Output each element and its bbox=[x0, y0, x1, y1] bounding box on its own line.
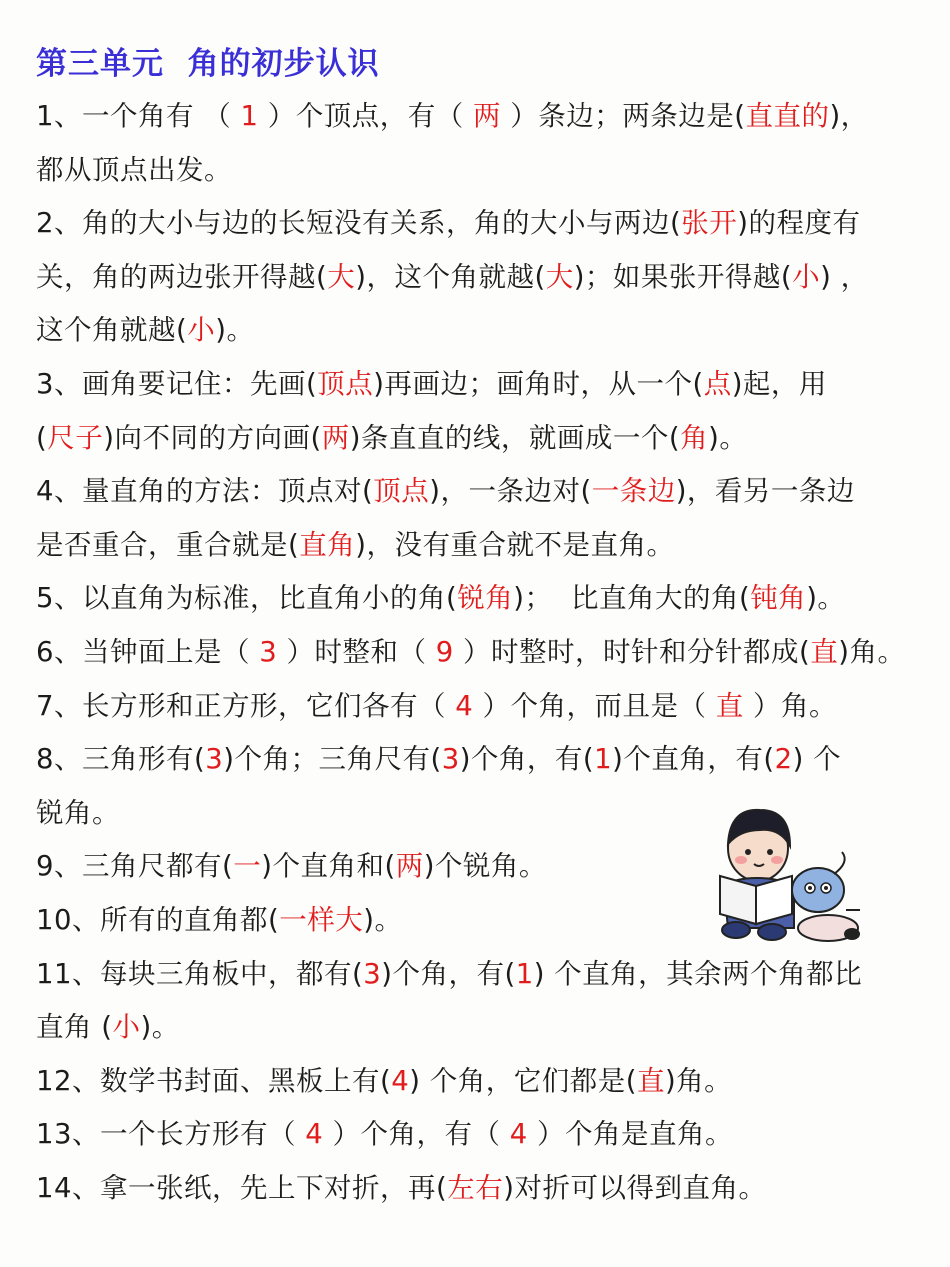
line-text: )。 bbox=[215, 314, 255, 347]
answer-text: 直 bbox=[810, 636, 839, 668]
answer-text: 两 bbox=[472, 100, 501, 132]
line-text: ) ， bbox=[820, 260, 869, 293]
line-text: 7、长方形和正方形，它们各有（ bbox=[36, 689, 456, 722]
text-line bbox=[36, 686, 837, 726]
line-text: ）时整和（ bbox=[277, 636, 436, 668]
text-line bbox=[36, 1168, 766, 1208]
text-line bbox=[36, 578, 845, 618]
line-text: 是否重合，重合就是( bbox=[36, 528, 300, 561]
answer-text: 4 bbox=[391, 1064, 410, 1097]
line-text: )个角；三角尺有( bbox=[223, 743, 442, 776]
text-line bbox=[36, 632, 905, 672]
line-text: )再画边；画角时，从一个( bbox=[373, 368, 704, 400]
line-text: 13、一个长方形有（ bbox=[36, 1118, 306, 1151]
text-line bbox=[36, 364, 827, 404]
line-text: )个锐角。 bbox=[423, 850, 547, 883]
line-text: ）个顶点，有（ bbox=[258, 100, 473, 132]
line-text: )； 比直角大的角( bbox=[513, 582, 751, 615]
line-text: 5、以直角为标准，比直角小的角( bbox=[36, 582, 458, 615]
answer-text: 直 bbox=[715, 689, 744, 722]
line-text: )向不同的方向画( bbox=[103, 421, 322, 454]
line-text: 8、三角形有( bbox=[36, 743, 206, 776]
answer-text: 大 bbox=[327, 260, 356, 293]
answer-text: 一样大 bbox=[279, 904, 364, 936]
line-text: )条直直的线，就画成一个( bbox=[349, 421, 681, 454]
line-text: )，这个角就越( bbox=[355, 260, 546, 293]
answer-text: 两 bbox=[321, 421, 350, 454]
answer-text: 小 bbox=[187, 314, 216, 347]
answer-text: 钝角 bbox=[750, 582, 807, 615]
line-text: ) 个直角，其余两个角都比 bbox=[533, 957, 863, 990]
text-line bbox=[36, 1061, 732, 1101]
child-reading-illustration bbox=[710, 800, 870, 950]
line-text: 直角 ( bbox=[36, 1011, 113, 1044]
text-line bbox=[36, 525, 674, 565]
line-text: ）角。 bbox=[743, 689, 837, 722]
line-text: )对折可以得到直角。 bbox=[503, 1172, 767, 1204]
line-text: 14、拿一张纸，先上下对折，再( bbox=[36, 1172, 448, 1204]
line-text: ）条边；两条边是( bbox=[500, 100, 746, 132]
line-text: 11、每块三角板中，都有( bbox=[36, 957, 364, 990]
text-line bbox=[36, 739, 841, 779]
answer-text: 4 bbox=[509, 1118, 528, 1151]
text-line bbox=[36, 203, 860, 243]
answer-text: 尺子 bbox=[47, 421, 104, 454]
answer-text: 直角 bbox=[299, 528, 356, 561]
line-text: )的程度有 bbox=[737, 207, 861, 240]
line-text: )角。 bbox=[664, 1064, 733, 1097]
line-text: )，一条边对( bbox=[429, 475, 592, 508]
line-text: 1、一个角有 （ bbox=[36, 100, 241, 132]
answer-text: 两 bbox=[395, 850, 424, 883]
answer-text: 一条边 bbox=[591, 475, 676, 508]
line-text: ) 个 bbox=[792, 743, 842, 776]
line-text: )个直角，有( bbox=[612, 743, 775, 776]
text-line bbox=[36, 1007, 180, 1047]
line-text: )， bbox=[829, 100, 869, 132]
answer-text: 顶点 bbox=[373, 475, 430, 508]
line-text: )起，用 bbox=[731, 368, 827, 400]
answer-text: 直直的 bbox=[745, 100, 830, 132]
answer-text: 一 bbox=[233, 850, 262, 883]
line-text: )，看另一条边 bbox=[675, 475, 855, 508]
text-line bbox=[36, 846, 547, 886]
line-text: 4、量直角的方法：顶点对( bbox=[36, 475, 374, 508]
line-text: 12、数学书封面、黑板上有( bbox=[36, 1064, 392, 1097]
line-text: )个角，有( bbox=[381, 957, 516, 990]
text-line bbox=[36, 310, 254, 350]
answer-text: 顶点 bbox=[317, 368, 374, 400]
text-line bbox=[36, 418, 747, 458]
text-line bbox=[36, 150, 232, 190]
line-text: )个角，有( bbox=[459, 743, 595, 776]
line-text: ）个角，而且是（ bbox=[473, 689, 716, 722]
answer-text: 小 bbox=[792, 260, 821, 293]
line-text: ）个角，有（ bbox=[323, 1118, 510, 1151]
line-text: )个直角和( bbox=[261, 850, 396, 883]
text-line bbox=[36, 954, 862, 994]
line-text: ( bbox=[36, 421, 48, 454]
line-text: 3、画角要记住：先画( bbox=[36, 368, 318, 400]
answer-text: 1 bbox=[240, 100, 259, 132]
line-text: )；如果张开得越( bbox=[573, 260, 793, 293]
answer-text: 角 bbox=[680, 421, 709, 454]
answer-text: 点 bbox=[703, 368, 732, 400]
answer-text: 1 bbox=[594, 743, 613, 776]
answer-text: 小 bbox=[112, 1011, 141, 1044]
answer-text: 3 bbox=[205, 743, 224, 776]
text-line bbox=[36, 1114, 733, 1154]
answer-text: 锐角 bbox=[457, 582, 514, 615]
line-text: 关，角的两边张开得越( bbox=[36, 260, 328, 293]
text-line bbox=[36, 900, 402, 940]
line-text: 这个角就越( bbox=[36, 314, 188, 347]
line-text: )。 bbox=[708, 421, 748, 454]
line-text: )，没有重合就不是直角。 bbox=[355, 528, 675, 561]
answer-text: 4 bbox=[305, 1118, 324, 1151]
line-text: 锐角。 bbox=[36, 796, 120, 829]
answer-text: 3 bbox=[363, 957, 382, 990]
line-text: )。 bbox=[140, 1011, 180, 1044]
text-line bbox=[36, 471, 855, 511]
answer-text: 2 bbox=[774, 743, 793, 776]
answer-text: 9 bbox=[435, 636, 454, 668]
line-text: 6、当钟面上是（ bbox=[36, 636, 260, 668]
line-text: 都从顶点出发。 bbox=[36, 153, 232, 186]
answer-text: 张开 bbox=[681, 207, 738, 240]
answer-text: 直 bbox=[636, 1064, 665, 1097]
line-text: 10、所有的直角都( bbox=[36, 904, 280, 936]
page-title: 第三单元 角的初步认识 bbox=[36, 46, 380, 82]
line-text: )。 bbox=[363, 904, 403, 936]
line-text: )角。 bbox=[838, 636, 906, 668]
answer-text: 3 bbox=[259, 636, 278, 668]
text-line bbox=[36, 793, 120, 833]
line-text: 2、角的大小与边的长短没有关系，角的大小与两边( bbox=[36, 207, 682, 240]
line-text: ) 个角，它们都是( bbox=[409, 1064, 637, 1097]
answer-text: 3 bbox=[441, 743, 460, 776]
line-text: 9、三角尺都有( bbox=[36, 850, 234, 883]
answer-text: 左右 bbox=[447, 1172, 504, 1204]
line-text: ）时整时，时针和分针都成( bbox=[453, 636, 811, 668]
line-text: )。 bbox=[806, 582, 846, 615]
text-line bbox=[36, 257, 869, 297]
text-line bbox=[36, 96, 869, 136]
answer-text: 4 bbox=[455, 689, 474, 722]
line-text: ）个角是直角。 bbox=[527, 1118, 733, 1151]
answer-text: 大 bbox=[545, 260, 574, 293]
answer-text: 1 bbox=[515, 957, 534, 990]
